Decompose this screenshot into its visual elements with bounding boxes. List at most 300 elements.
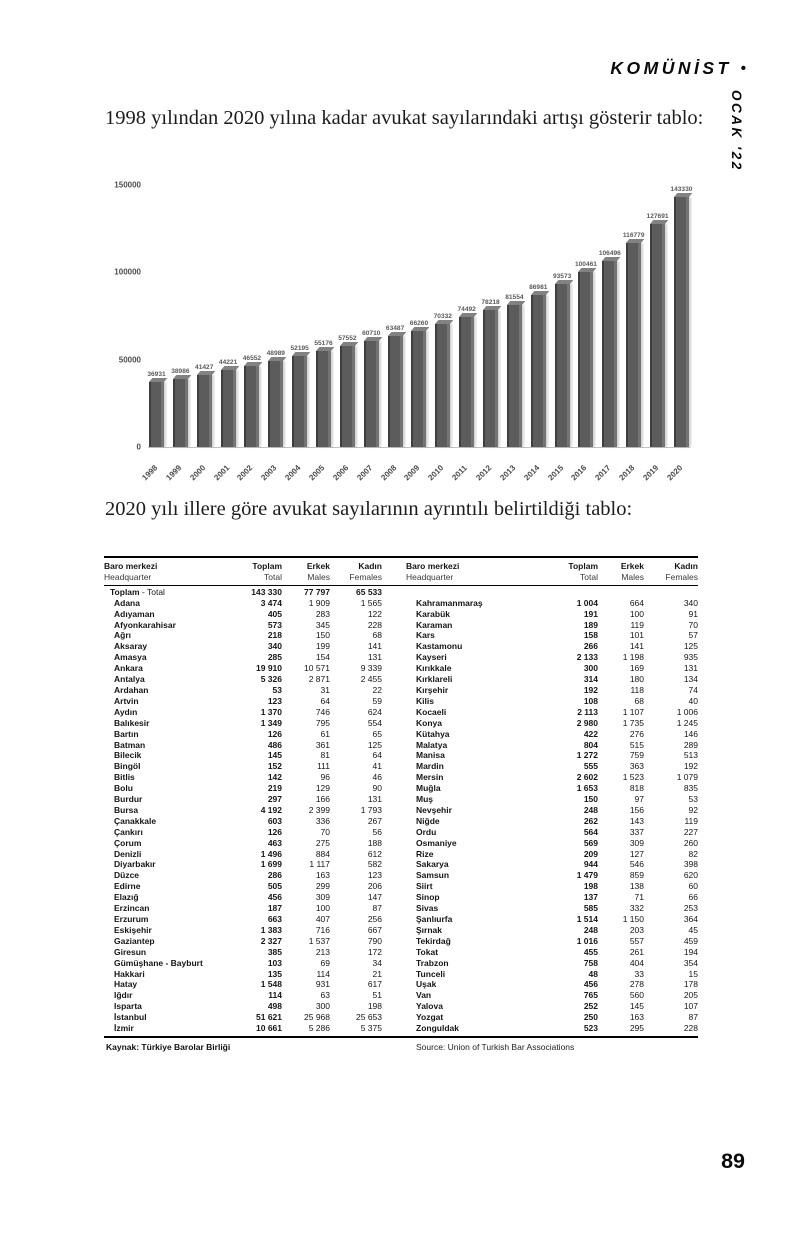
province-male-cell: 295: [629, 1023, 644, 1034]
x-tick: [259, 451, 284, 483]
province-female-cell: 59: [372, 695, 382, 706]
province-name-cell: İstanbul: [114, 1012, 147, 1023]
province-female-cell: 194: [683, 946, 698, 957]
province-total-cell: 1 383: [260, 924, 282, 935]
bar-group: [196, 185, 213, 447]
province-name-cell: Bolu: [114, 783, 133, 794]
row-spacer: [382, 652, 406, 663]
bar: [340, 346, 355, 447]
province-name-cell: Edirne: [114, 881, 141, 892]
header-total-left: Toplam Total: [252, 561, 282, 582]
province-name-cell: Çankırı: [114, 826, 143, 837]
x-tick: [378, 451, 404, 483]
bar-top-bevel: [292, 352, 310, 356]
province-total-cell: 569: [583, 837, 598, 848]
x-tick: [307, 451, 332, 483]
province-total-cell: 523: [583, 1023, 598, 1034]
x-tick: [355, 451, 380, 483]
x-tick: [665, 451, 690, 483]
row-spacer: [382, 718, 406, 729]
x-tick-label: 2012: [474, 463, 494, 483]
province-male-cell: 25 968: [304, 1012, 330, 1023]
province-female-cell: 65: [372, 728, 382, 739]
bar: [650, 224, 665, 447]
bar-group: [387, 185, 404, 447]
x-tick-label: 2001: [211, 463, 231, 483]
chart-plot-area: [147, 185, 693, 448]
row-spacer: [382, 674, 406, 685]
province-name-cell: Uşak: [416, 979, 437, 990]
province-total-cell: 603: [267, 815, 282, 826]
province-female-cell: 34: [372, 957, 382, 968]
x-tick-label: 2017: [593, 463, 613, 483]
bar-value-label: 57552: [338, 335, 357, 342]
province-female-cell: 5 375: [360, 1023, 382, 1034]
province-male-cell: 213: [315, 946, 330, 957]
bar: [507, 305, 522, 447]
province-name-cell: Tekirdağ: [416, 935, 451, 946]
bar-top-bevel: [244, 362, 262, 366]
province-name-cell: Ankara: [114, 663, 143, 674]
province-total-cell: 340: [267, 641, 282, 652]
province-name-cell: Samsun: [416, 870, 450, 881]
province-male-cell: 299: [315, 881, 330, 892]
province-male-cell: 63: [320, 990, 330, 1001]
province-name-cell: Nevşehir: [416, 804, 452, 815]
province-female-cell: 9 339: [360, 663, 382, 674]
province-name-cell: Batman: [114, 739, 146, 750]
province-name-cell: Şanlıurfa: [416, 914, 453, 924]
province-total-cell: 187: [267, 903, 282, 914]
bar-value-label: 52195: [290, 345, 309, 352]
bar: [316, 351, 331, 447]
province-name-cell: Erzurum: [114, 914, 149, 924]
province-female-cell: 624: [367, 706, 382, 717]
province-name-cell: Niğde: [416, 815, 440, 826]
y-tick-label: 100000: [114, 267, 141, 277]
bar-group: [291, 185, 308, 447]
province-total-cell: 1 349: [260, 717, 282, 728]
province-male-cell: 119: [630, 619, 644, 630]
province-male-cell: 884: [315, 848, 330, 859]
province-total-cell: 1 699: [260, 859, 282, 870]
bar-value-label: 66260: [409, 320, 429, 327]
x-tick-label: 2015: [545, 463, 565, 483]
row-spacer: [382, 630, 406, 641]
bar-top-bevel: [149, 378, 167, 382]
province-female-cell: 935: [683, 652, 698, 663]
province-male-cell: 336: [315, 815, 330, 826]
bar-value-label: 60710: [362, 330, 381, 337]
bar: [149, 382, 164, 447]
province-female-cell: 340: [683, 597, 698, 608]
province-total-cell: 135: [267, 968, 282, 979]
total-row-empty-cell: [382, 587, 406, 598]
total-row-male: 77 797: [304, 586, 330, 597]
province-male-cell: 69: [320, 957, 330, 968]
province-total-cell: 405: [267, 608, 282, 619]
bar-top-bevel: [173, 375, 191, 379]
row-spacer: [382, 805, 406, 816]
province-male-cell: 96: [320, 772, 330, 783]
table-caption: 2020 yılı illere göre avukat sayılarının ayrıntılı belirtildiği tablo:: [105, 498, 633, 520]
province-female-cell: 125: [367, 739, 382, 750]
province-total-cell: 2 602: [576, 772, 598, 783]
bar-group: [363, 185, 380, 447]
province-male-cell: 560: [629, 990, 644, 1001]
province-female-cell: 790: [367, 935, 382, 946]
row-spacer: [382, 598, 406, 609]
province-total-cell: 585: [583, 903, 598, 914]
province-name-cell: Zonguldak: [416, 1023, 459, 1034]
province-male-cell: 71: [634, 892, 644, 903]
province-male-cell: 337: [629, 826, 644, 837]
province-male-cell: 64: [320, 695, 330, 706]
province-female-cell: 45: [688, 924, 698, 935]
province-name-cell: Yozgat: [416, 1012, 444, 1023]
province-total-cell: 285: [267, 652, 282, 663]
province-total-cell: 198: [583, 881, 598, 892]
province-female-cell: 87: [688, 1012, 698, 1023]
province-male-cell: 746: [315, 706, 330, 717]
province-name-cell: Adana: [114, 597, 140, 608]
x-tick-label: 1999: [164, 463, 184, 483]
row-spacer: [382, 1001, 406, 1012]
province-name-cell: Şırnak: [416, 924, 442, 935]
province-name-cell: Osmaniye: [416, 837, 457, 848]
province-male-cell: 515: [629, 739, 644, 750]
province-female-cell: 131: [683, 663, 698, 674]
province-total-cell: 1 514: [576, 914, 598, 924]
row-spacer: [382, 849, 406, 860]
province-male-cell: 1 909: [308, 597, 330, 608]
province-name-cell: Bilecik: [114, 750, 142, 761]
bar: [531, 295, 546, 447]
province-male-cell: 407: [315, 914, 330, 924]
province-name-cell: Sakarya: [416, 859, 449, 870]
province-female-cell: 612: [367, 848, 382, 859]
province-female-cell: 206: [367, 881, 382, 892]
province-name-cell: Diyarbakır: [114, 859, 156, 870]
x-tick-label: 2010: [426, 463, 446, 483]
province-female-cell: 66: [688, 892, 698, 903]
province-name-cell: Antalya: [114, 674, 145, 685]
province-name-cell: Sinop: [416, 892, 440, 903]
row-spacer: [382, 641, 406, 652]
bar-value-label: 78218: [481, 299, 500, 306]
province-male-cell: 101: [629, 630, 644, 641]
province-total-cell: 252: [583, 1001, 598, 1012]
province-female-cell: 123: [367, 870, 382, 881]
row-spacer: [382, 729, 406, 740]
bar: [268, 361, 283, 447]
x-tick: [450, 451, 475, 483]
province-female-cell: 205: [683, 990, 698, 1001]
province-name-cell: Kayseri: [416, 652, 447, 663]
province-name-cell: Gümüşhane - Bayburt: [114, 957, 203, 968]
province-name-cell: Muğla: [416, 783, 441, 794]
row-spacer: [382, 838, 406, 849]
province-name-cell: Kilis: [416, 695, 434, 706]
province-male-cell: 138: [629, 881, 644, 892]
province-total-cell: 5 326: [260, 674, 282, 685]
province-male-cell: 261: [629, 946, 644, 957]
province-female-cell: 40: [688, 695, 698, 706]
x-tick: [235, 451, 260, 483]
province-name-cell: Eskişehir: [114, 924, 152, 935]
province-name-cell: Gaziantep: [114, 935, 155, 946]
province-name-cell: İzmir: [114, 1023, 134, 1034]
province-female-cell: 131: [367, 652, 382, 663]
province-name-cell: Konya: [416, 717, 442, 728]
x-tick-label: 1998: [140, 463, 160, 483]
bar-top-bevel: [507, 301, 525, 305]
bar: [674, 197, 689, 447]
row-spacer: [382, 936, 406, 947]
province-name-cell: Iğdır: [114, 990, 133, 1001]
province-male-cell: 664: [629, 597, 644, 608]
province-name-cell: Tokat: [416, 946, 439, 957]
province-total-cell: 189: [583, 619, 598, 630]
total-row-label: Toplam - Total: [110, 586, 165, 597]
province-female-cell: 51: [372, 990, 382, 1001]
bar-group: [506, 185, 523, 447]
province-total-cell: 4 192: [260, 804, 282, 815]
province-female-cell: 60: [688, 881, 698, 892]
bar: [244, 366, 259, 447]
bar: [602, 261, 617, 447]
province-total-cell: 1 653: [576, 783, 598, 794]
x-tick: [164, 451, 189, 483]
province-name-cell: Isparta: [114, 1001, 142, 1012]
province-male-cell: 309: [315, 892, 330, 903]
header-name-left: Baro merkezi Headquarter: [104, 561, 158, 582]
row-spacer: [382, 990, 406, 1001]
bar-group: [646, 185, 669, 447]
bar-top-bevel: [340, 342, 358, 346]
province-female-cell: 21: [372, 968, 382, 979]
province-name-cell: Karaman: [416, 619, 453, 630]
province-male-cell: 276: [629, 728, 644, 739]
x-tick: [474, 451, 499, 483]
x-tick-label: 2020: [665, 463, 685, 483]
province-female-cell: 198: [367, 1001, 382, 1012]
intro-paragraph: 1998 yılından 2020 yılına kadar avukat sayılarındaki artışı gösterir tablo:: [105, 107, 704, 129]
row-spacer: [382, 740, 406, 751]
province-male-cell: 31: [320, 684, 330, 695]
province-male-cell: 5 286: [308, 1023, 330, 1034]
province-male-cell: 363: [629, 761, 644, 772]
province-total-cell: 498: [267, 1001, 282, 1012]
province-name-cell: Sivas: [416, 903, 439, 914]
x-tick-label: 2002: [235, 463, 255, 483]
province-total-cell: 1 496: [260, 848, 282, 859]
province-name-cell: Ağrı: [114, 630, 131, 641]
bar-value-label: 44221: [218, 359, 238, 366]
province-female-cell: 554: [367, 717, 382, 728]
province-total-cell: 103: [267, 957, 282, 968]
province-male-cell: 1 523: [622, 772, 644, 783]
row-spacer: [382, 958, 406, 969]
bar-value-label: 36931: [147, 371, 166, 378]
province-female-cell: 74: [688, 684, 698, 695]
row-spacer: [382, 707, 406, 718]
row-spacer: [382, 1023, 406, 1034]
province-female-cell: 82: [688, 848, 698, 859]
bar-top-bevel: [674, 193, 692, 197]
province-male-cell: 1 150: [622, 914, 644, 924]
bar-value-label: 81554: [505, 294, 524, 301]
province-female-cell: 1 245: [676, 717, 698, 728]
x-tick: [283, 451, 308, 483]
row-spacer: [382, 914, 406, 925]
header-female-right: Kadın Females: [665, 561, 698, 582]
province-total-cell: 51 621: [256, 1012, 282, 1023]
province-female-cell: 131: [367, 794, 382, 805]
row-spacer: [382, 827, 406, 838]
row-spacer: [382, 794, 406, 805]
province-male-cell: 818: [629, 783, 644, 794]
province-female-cell: 64: [372, 750, 382, 761]
province-male-cell: 129: [315, 783, 330, 794]
x-tick: [498, 451, 523, 483]
province-total-cell: 422: [583, 728, 598, 739]
province-male-cell: 61: [320, 728, 330, 739]
x-tick: [402, 451, 427, 483]
province-female-cell: 582: [367, 859, 382, 870]
province-total-cell: 573: [267, 619, 282, 630]
province-female-cell: 620: [683, 870, 698, 881]
bar-group: [148, 185, 165, 447]
issue-label: OCAK '22: [729, 90, 744, 172]
province-female-cell: 617: [367, 979, 382, 990]
province-male-cell: 156: [629, 804, 644, 815]
province-female-cell: 87: [372, 903, 382, 914]
bar-group: [598, 185, 621, 447]
province-male-cell: 199: [315, 641, 330, 652]
province-total-cell: 2 133: [576, 652, 598, 663]
bar-top-bevel: [388, 332, 406, 336]
province-female-cell: 90: [372, 783, 382, 794]
bar-group: [482, 185, 499, 447]
province-name-cell: Artvin: [114, 695, 139, 706]
province-name-cell: Erzincan: [114, 903, 150, 914]
bar-top-bevel: [531, 291, 549, 295]
bar-group: [434, 185, 451, 447]
province-female-cell: 91: [688, 608, 698, 619]
province-female-cell: 289: [683, 739, 698, 750]
province-total-cell: 126: [267, 728, 282, 739]
province-name-cell: Kırşehir: [416, 684, 449, 695]
bar-group: [339, 185, 356, 447]
row-spacer: [382, 881, 406, 892]
province-female-cell: 119: [684, 815, 698, 826]
bar-value-label: 55176: [314, 340, 333, 347]
y-tick-label: 150000: [114, 180, 141, 190]
province-female-cell: 134: [683, 674, 698, 685]
bar: [555, 284, 570, 447]
province-total-cell: 3 474: [260, 597, 282, 608]
bar: [483, 310, 498, 447]
bar: [626, 243, 641, 447]
bar-top-bevel: [555, 280, 573, 284]
province-total-cell: 191: [583, 608, 598, 619]
province-female-cell: 354: [683, 957, 698, 968]
province-female-cell: 178: [683, 979, 698, 990]
bar-value-label: 116779: [622, 232, 645, 239]
province-male-cell: 275: [315, 837, 330, 848]
bar-group: [172, 185, 189, 447]
bullet-icon: •: [740, 60, 746, 77]
province-name-cell: Bursa: [114, 804, 139, 815]
province-male-cell: 859: [629, 870, 644, 881]
province-total-cell: 944: [583, 859, 598, 870]
province-total-cell: 48: [588, 968, 598, 979]
province-male-cell: 931: [315, 979, 330, 990]
province-male-cell: 361: [315, 739, 330, 750]
province-male-cell: 163: [629, 1012, 644, 1023]
header-spacer: [382, 561, 406, 583]
x-tick-label: 2014: [522, 463, 542, 483]
province-total-cell: 758: [583, 957, 598, 968]
bar-top-bevel: [197, 371, 215, 375]
province-name-cell: Kütahya: [416, 728, 450, 739]
province-male-cell: 10 571: [304, 663, 330, 674]
table-body: [104, 586, 698, 1038]
province-female-cell: 228: [367, 619, 382, 630]
province-total-cell: 456: [583, 979, 598, 990]
province-total-cell: 1 016: [576, 935, 598, 946]
province-total-cell: 385: [267, 946, 282, 957]
bar-value-label: 86981: [529, 284, 548, 291]
province-female-cell: 459: [683, 935, 698, 946]
bar: [221, 370, 236, 447]
bar: [173, 379, 188, 447]
bar-group: [670, 185, 693, 447]
province-total-cell: 2 980: [576, 717, 598, 728]
province-total-cell: 142: [267, 772, 282, 783]
row-spacer: [382, 979, 406, 990]
bar: [459, 317, 474, 447]
province-name-cell: Malatya: [416, 739, 448, 750]
province-name-cell: Mersin: [416, 772, 444, 783]
row-spacer: [382, 696, 406, 707]
province-name-cell: Bingöl: [114, 761, 141, 772]
source-turkish: Kaynak: Türkiye Barolar Birliği: [106, 1041, 231, 1052]
province-male-cell: 404: [629, 957, 644, 968]
bar: [578, 272, 593, 447]
bar-group: [554, 185, 571, 447]
x-tick-label: 2009: [402, 463, 422, 483]
bar-group: [530, 185, 547, 447]
province-total-cell: 2 113: [577, 706, 598, 717]
province-total-cell: 192: [583, 684, 598, 695]
x-tick-label: 2005: [307, 463, 327, 483]
bar-group: [267, 185, 284, 447]
province-female-cell: 46: [372, 772, 382, 783]
province-male-cell: 100: [315, 903, 330, 914]
bar-group: [458, 185, 475, 447]
province-male-cell: 759: [629, 750, 644, 761]
header-male-right: Erkek Males: [620, 561, 644, 582]
bar-value-label: 100461: [574, 261, 597, 268]
province-female-cell: 260: [683, 837, 698, 848]
province-total-cell: 286: [267, 870, 282, 881]
province-name-cell: Trabzon: [416, 957, 449, 968]
province-total-cell: 108: [583, 695, 598, 706]
province-name-cell: Kocaeli: [416, 706, 447, 717]
province-male-cell: 203: [629, 924, 644, 935]
